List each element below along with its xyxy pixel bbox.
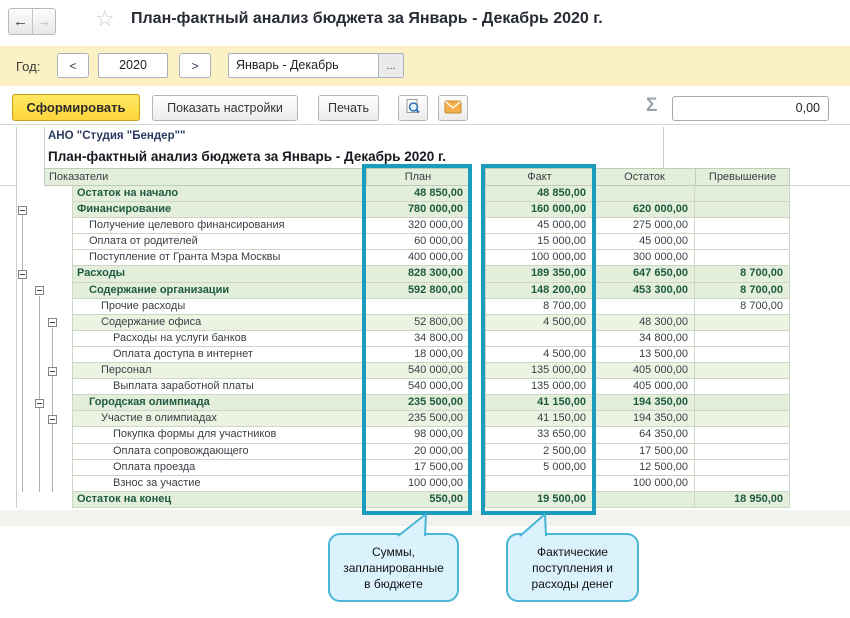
tree-connector-line [39,296,40,492]
table-cell[interactable] [695,218,790,234]
tree-connector-line [22,215,23,492]
table-cell[interactable]: 400 000,00 [366,250,470,266]
row-spacer [16,299,72,315]
table-cell[interactable]: 13 500,00 [593,347,695,363]
table-cell[interactable]: 2 500,00 [485,444,593,460]
table-cell[interactable]: 33 650,00 [485,427,593,443]
table-cell[interactable] [593,492,695,508]
row-spacer [16,186,72,202]
table-cell[interactable] [695,186,790,202]
table-cell[interactable]: 194 350,00 [593,395,695,411]
table-cell[interactable] [695,444,790,460]
page-title: План-фактный анализ бюджета за Январь - Декабрь 2020 г. [131,10,603,27]
sum-field[interactable]: 0,00 [672,96,829,121]
table-cell[interactable]: 405 000,00 [593,363,695,379]
table-cell[interactable]: Покупка формы для участников [72,427,366,443]
table-cell[interactable]: 48 300,00 [593,315,695,331]
table-cell[interactable]: 194 350,00 [593,411,695,427]
column-header-excess[interactable]: Превышение [695,168,790,186]
table-cell[interactable]: 160 000,00 [485,202,593,218]
sigma-icon: Σ [646,95,658,116]
table-cell[interactable]: Оплата сопровождающего [72,444,366,460]
table-cell[interactable]: Городская олимпиада [72,395,366,411]
grid-line [44,127,45,168]
column-header-indicators[interactable]: Показатели [44,168,366,186]
history-nav-group [8,8,56,35]
grid-line [0,185,16,186]
row-spacer [16,460,72,476]
table-cell[interactable]: 34 800,00 [366,331,470,347]
table-cell[interactable]: Выплата заработной платы [72,379,366,395]
grid-line [790,185,850,186]
table-cell[interactable]: 98 000,00 [366,427,470,443]
envelope-icon [444,100,462,117]
back-icon[interactable]: ← [9,9,32,34]
table-cell[interactable]: 8 700,00 [695,266,790,282]
table-cell[interactable]: 15 000,00 [485,234,593,250]
table-cell[interactable]: 12 500,00 [593,460,695,476]
table-cell[interactable]: 148 200,00 [485,283,593,299]
collapse-expander-icon[interactable] [35,399,44,408]
table-cell[interactable] [695,460,790,476]
table-cell[interactable]: Оплата от родителей [72,234,366,250]
tree-connector-line [52,328,53,492]
table-cell[interactable]: Поступление от Гранта Мэра Москвы [72,250,366,266]
table-cell[interactable]: Взнос за участие [72,476,366,492]
table-cell[interactable] [593,299,695,315]
table-cell[interactable]: 8 700,00 [695,283,790,299]
table-cell[interactable] [695,363,790,379]
table-cell[interactable]: 8 700,00 [695,299,790,315]
generate-button[interactable]: Сформировать [12,94,140,121]
table-cell[interactable]: Расходы на услуги банков [72,331,366,347]
table-cell[interactable]: 18 950,00 [695,492,790,508]
period-field[interactable] [228,53,404,78]
callout-line: запланированные [343,560,444,575]
row-spacer [16,427,72,443]
row-spacer [16,283,72,299]
table-cell[interactable]: 41 150,00 [485,395,593,411]
send-email-button[interactable] [438,95,468,121]
column-header-plan[interactable]: План [366,168,470,186]
table-cell[interactable] [695,234,790,250]
table-cell[interactable]: 647 650,00 [593,266,695,282]
table-cell[interactable]: 189 350,00 [485,266,593,282]
table-cell[interactable]: 453 300,00 [593,283,695,299]
print-button[interactable]: Печать [318,95,379,121]
table-cell[interactable] [695,202,790,218]
table-cell[interactable]: Содержание офиса [72,315,366,331]
table-cell[interactable]: 18 000,00 [366,347,470,363]
period-picker-button[interactable]: ... [378,54,403,77]
table-cell[interactable]: Остаток на конец [72,492,366,508]
table-cell[interactable]: 620 000,00 [593,202,695,218]
table-cell[interactable]: 275 000,00 [593,218,695,234]
plan-callout-pointer [392,511,438,538]
row-spacer [16,315,72,331]
column-header-rest[interactable]: Остаток [593,168,695,186]
year-field[interactable]: 2020 [98,53,168,78]
table-cell[interactable]: 300 000,00 [593,250,695,266]
period-value: Январь - Декабрь [236,58,339,72]
table-cell[interactable]: 45 000,00 [485,218,593,234]
table-cell[interactable]: Участие в олимпиадах [72,411,366,427]
collapse-expander-icon[interactable] [48,415,57,424]
row-spacer [16,218,72,234]
show-settings-button[interactable]: Показать настройки [152,95,298,121]
table-cell[interactable]: 100 000,00 [593,476,695,492]
table-cell[interactable]: 540 000,00 [366,363,470,379]
table-cell[interactable] [695,411,790,427]
table-cell[interactable]: 780 000,00 [366,202,470,218]
row-spacer [16,363,72,379]
table-cell[interactable]: Оплата доступа в интернет [72,347,366,363]
table-cell[interactable]: 20 000,00 [366,444,470,460]
row-spacer [16,444,72,460]
table-cell[interactable] [695,395,790,411]
column-header-fact[interactable]: Факт [485,168,593,186]
table-cell[interactable] [695,427,790,443]
table-cell[interactable]: 17 500,00 [593,444,695,460]
table-cell[interactable] [593,186,695,202]
table-cell[interactable]: 540 000,00 [366,379,470,395]
table-cell[interactable]: Прочие расходы [72,299,366,315]
table-cell[interactable]: Персонал [72,363,366,379]
table-cell[interactable]: 235 500,00 [366,411,470,427]
print-preview-icon [404,98,422,119]
report-title: План-фактный анализ бюджета за Январь - Декабрь 2020 г. [48,149,447,164]
row-spacer [16,492,72,508]
table-cell[interactable] [695,331,790,347]
collapse-expander-icon[interactable] [48,367,57,376]
callout-line: Суммы, [372,544,415,559]
table-cell[interactable]: Содержание организации [72,283,366,299]
table-cell[interactable]: 235 500,00 [366,395,470,411]
company-name: АНО "Студия "Бендер"" [48,130,186,142]
callout-line: в бюджете [364,576,423,591]
row-spacer [16,395,72,411]
callout-line: Фактические [537,544,608,559]
table-cell[interactable]: 4 500,00 [485,315,593,331]
prev-year-button[interactable]: < [57,53,89,78]
row-spacer [16,250,72,266]
grid-line [663,127,664,168]
table-cell[interactable]: 48 850,00 [366,186,470,202]
row-spacer [16,347,72,363]
table-cell[interactable]: 100 000,00 [485,250,593,266]
row-spacer [16,411,72,427]
table-cell[interactable]: 45 000,00 [593,234,695,250]
row-spacer [16,476,72,492]
table-cell[interactable] [695,379,790,395]
collapse-expander-icon[interactable] [48,318,57,327]
table-cell[interactable]: 135 000,00 [485,363,593,379]
table-cell[interactable]: Получение целевого финансирования [72,218,366,234]
row-spacer [16,379,72,395]
collapse-expander-icon[interactable] [18,270,27,279]
next-year-button[interactable]: > [179,53,211,78]
table-cell[interactable]: 4 500,00 [485,347,593,363]
plan-column-highlight [362,164,472,515]
table-cell[interactable]: 592 800,00 [366,283,470,299]
table-cell[interactable] [695,476,790,492]
row-spacer [16,331,72,347]
table-cell[interactable] [695,315,790,331]
table-cell[interactable]: 19 500,00 [485,492,593,508]
table-cell[interactable]: 17 500,00 [366,460,470,476]
table-cell[interactable]: 52 800,00 [366,315,470,331]
favorite-star-icon[interactable]: ☆ [95,6,115,31]
callout-line: расходы денег [531,576,614,591]
table-cell[interactable]: 8 700,00 [485,299,593,315]
table-cell[interactable]: 320 000,00 [366,218,470,234]
table-cell[interactable]: 135 000,00 [485,379,593,395]
table-cell[interactable]: 5 000,00 [485,460,593,476]
forward-icon[interactable]: → [32,9,55,34]
year-label: Год: [16,59,41,74]
toolbar-separator [0,124,850,125]
collapse-expander-icon[interactable] [18,206,27,215]
callout-line: поступления и [532,560,613,575]
table-cell[interactable]: 550,00 [366,492,470,508]
table-cell[interactable]: Оплата проезда [72,460,366,476]
filter-bar [0,46,850,86]
table-cell[interactable]: 34 800,00 [593,331,695,347]
table-cell[interactable]: 60 000,00 [366,234,470,250]
fact-callout-pointer [512,511,554,538]
table-cell[interactable]: Остаток на начало [72,186,366,202]
table-cell[interactable] [695,347,790,363]
fact-callout [506,533,639,602]
table-cell[interactable] [695,250,790,266]
fact-column-highlight [481,164,596,515]
table-cell[interactable]: 48 850,00 [485,186,593,202]
collapse-expander-icon[interactable] [35,286,44,295]
table-cell[interactable]: 64 350,00 [593,427,695,443]
table-cell[interactable]: 828 300,00 [366,266,470,282]
table-cell[interactable]: 100 000,00 [366,476,470,492]
table-cell[interactable]: 405 000,00 [593,379,695,395]
plan-callout [328,533,459,602]
table-cell[interactable]: 41 150,00 [485,411,593,427]
table-cell[interactable]: Расходы [72,266,366,282]
print-preview-button[interactable] [398,95,428,121]
table-cell[interactable]: Финансирование [72,202,366,218]
row-spacer [16,234,72,250]
